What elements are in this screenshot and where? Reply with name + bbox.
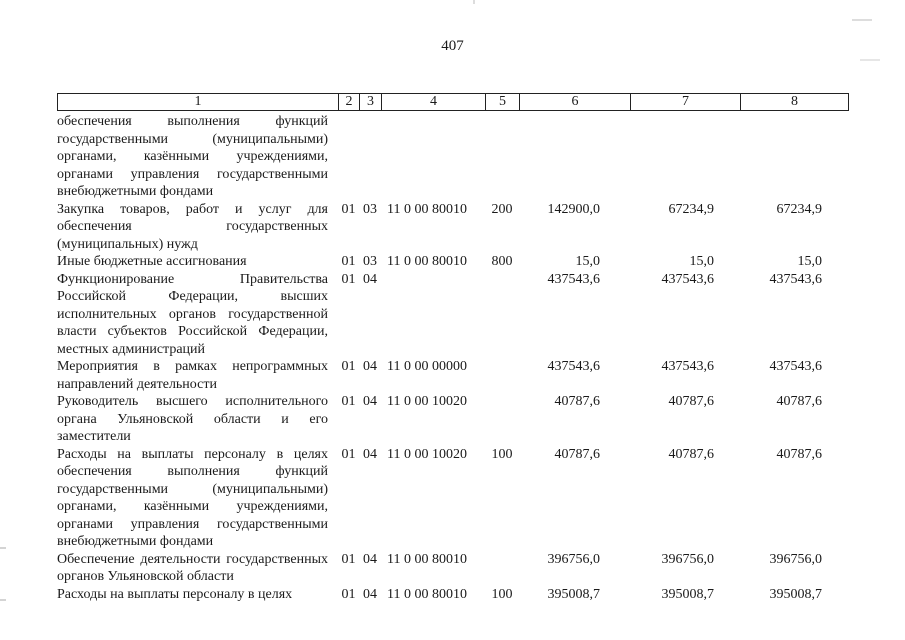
amount-col-7: 40787,6	[668, 446, 714, 462]
amount-col-6: 15,0	[575, 254, 600, 269]
row-description: Мероприятия в рамках непрограммных направлений деятельности	[57, 359, 328, 392]
amount-col-7: 67234,9	[668, 201, 714, 217]
amount-col-8: 437543,6	[769, 359, 822, 374]
target-item-code: 11 0 00 80010	[387, 201, 467, 217]
amount-col-8: 40787,6	[776, 446, 822, 462]
subsection-code: 04	[363, 394, 377, 409]
row-description: Функционирование Правительства Российской Федерации, высших исполнительных органов государственной власти субъектов Российской Федерации, местных администраций	[57, 271, 328, 357]
amount-col-7: 396756,0	[661, 551, 714, 567]
amount-col-8: 15,0	[797, 254, 822, 269]
amount-col-8: 395008,7	[769, 586, 822, 602]
column-header-6: 6	[520, 94, 631, 111]
row-description: Иные бюджетные ассигнования	[57, 254, 247, 269]
column-header-4: 4	[382, 94, 486, 111]
amount-col-7: 437543,6	[661, 359, 714, 374]
column-header-5: 5	[486, 94, 520, 111]
row-description: Расходы на выплаты персоналу в целях	[57, 586, 293, 602]
subsection-code: 04	[363, 359, 377, 374]
target-item-code: 11 0 00 80010	[387, 254, 467, 269]
subsection-code: 04	[363, 586, 377, 602]
amount-col-8: 437543,6	[769, 271, 822, 287]
column-header-2: 2	[339, 94, 360, 111]
row-description: Закупка товаров, работ и услуг для обеспечения государственных (муниципальных) нужд	[57, 201, 328, 252]
section-code: 01	[341, 586, 356, 602]
amount-col-6: 40787,6	[554, 394, 600, 409]
row-description: обеспечения выполнения функций государственными (муниципальными) органами, казёнными учреждениями, органами управления государственными внебюджетными фондами	[57, 114, 328, 199]
subsection-code: 03	[363, 254, 377, 269]
section-code: 01	[341, 551, 356, 567]
amount-col-7: 40787,6	[668, 394, 714, 409]
page-number: 407	[441, 38, 464, 54]
section-code: 01	[341, 271, 356, 287]
column-header-7: 7	[631, 94, 741, 111]
expense-type-code: 800	[491, 254, 513, 269]
target-item-code: 11 0 00 80010	[387, 586, 467, 602]
amount-col-7: 395008,7	[661, 586, 714, 602]
target-item-code: 11 0 00 00000	[387, 359, 467, 374]
amount-col-8: 40787,6	[776, 394, 822, 409]
column-header-1: 1	[58, 94, 339, 111]
amount-col-6: 40787,6	[554, 446, 600, 462]
target-item-code: 11 0 00 10020	[387, 394, 467, 409]
amount-col-6: 437543,6	[547, 359, 600, 374]
amount-col-6: 396756,0	[547, 551, 600, 567]
row-description: Руководитель высшего исполнительного органа Ульяновской области и его заместители	[57, 394, 328, 444]
section-code: 01	[341, 201, 356, 217]
row-description: Обеспечение деятельности государственных органов Ульяновской области	[57, 551, 328, 584]
section-code: 01	[341, 446, 356, 462]
row-description: Расходы на выплаты персоналу в целях обеспечения выполнения функций государственными (муниципальными) органами, казёнными учреждениями, органами управления государственными внебюджетными фондами	[57, 446, 328, 549]
expense-type-code: 100	[491, 586, 513, 602]
amount-col-8: 67234,9	[776, 201, 822, 217]
section-code: 01	[341, 359, 356, 374]
column-header-8: 8	[741, 94, 849, 111]
subsection-code: 04	[363, 271, 377, 287]
section-code: 01	[341, 254, 356, 269]
amount-col-7: 15,0	[689, 254, 714, 269]
amount-col-8: 396756,0	[769, 551, 822, 567]
amount-col-7: 437543,6	[661, 271, 714, 287]
column-header-3: 3	[360, 94, 382, 111]
target-item-code: 11 0 00 10020	[387, 446, 467, 462]
subsection-code: 04	[363, 446, 377, 462]
amount-col-6: 142900,0	[547, 201, 600, 217]
subsection-code: 04	[363, 551, 377, 567]
subsection-code: 03	[363, 201, 377, 217]
section-code: 01	[341, 394, 356, 409]
expense-type-code: 100	[491, 446, 513, 462]
expense-type-code: 200	[491, 201, 513, 217]
amount-col-6: 395008,7	[547, 586, 600, 602]
target-item-code: 11 0 00 80010	[387, 551, 467, 567]
amount-col-6: 437543,6	[547, 271, 600, 287]
